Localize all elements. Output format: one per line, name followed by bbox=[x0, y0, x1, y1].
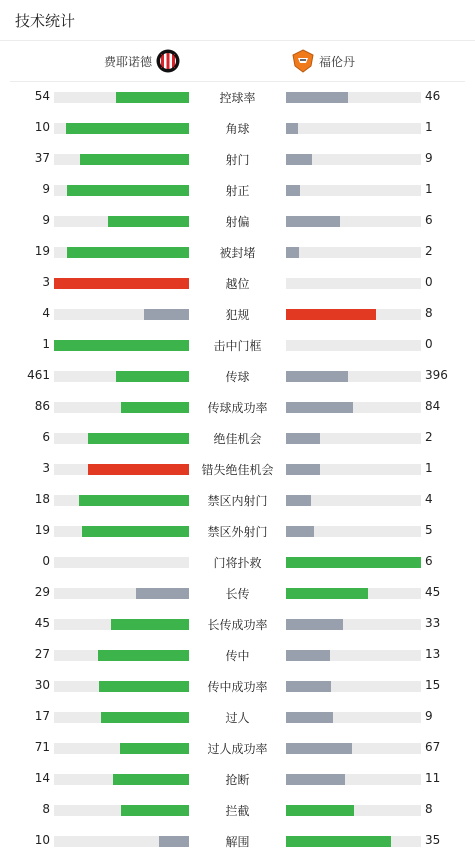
home-value: 17 bbox=[34, 709, 50, 723]
away-bar bbox=[286, 805, 354, 816]
away-bar bbox=[286, 464, 320, 475]
stat-row bbox=[0, 795, 475, 826]
stat-label: 过人成功率 bbox=[207, 742, 268, 756]
stat-row bbox=[0, 516, 475, 547]
home-value: 54 bbox=[34, 89, 50, 103]
stat-label: 禁区外射门 bbox=[207, 525, 268, 539]
home-bar-track bbox=[54, 619, 189, 630]
away-bar-track bbox=[286, 402, 421, 413]
away-bar-track bbox=[286, 185, 421, 196]
home-bar bbox=[80, 154, 189, 165]
home-bar bbox=[121, 805, 189, 816]
away-bar-track bbox=[286, 216, 421, 227]
away-bar bbox=[286, 712, 333, 723]
home-bar-track bbox=[54, 836, 189, 847]
stat-label: 禁区内射门 bbox=[207, 494, 268, 508]
home-bar bbox=[98, 650, 189, 661]
stat-label: 越位 bbox=[225, 277, 250, 291]
home-team-name: 费耶诺德 bbox=[103, 54, 152, 69]
away-bar-track bbox=[286, 650, 421, 661]
feyenoord-logo-icon bbox=[156, 49, 180, 73]
home-value: 6 bbox=[42, 430, 50, 444]
home-bar bbox=[144, 309, 189, 320]
stat-label: 传球成功率 bbox=[207, 401, 268, 415]
home-value: 45 bbox=[34, 616, 50, 630]
away-bar bbox=[286, 836, 391, 847]
page-title: 技术统计 bbox=[15, 12, 76, 30]
home-bar bbox=[111, 619, 189, 630]
home-value: 19 bbox=[34, 523, 50, 537]
away-bar-track bbox=[286, 588, 421, 599]
home-value: 18 bbox=[34, 492, 50, 506]
away-bar-track bbox=[286, 743, 421, 754]
home-bar bbox=[79, 495, 189, 506]
home-bar bbox=[101, 712, 189, 723]
home-bar-track bbox=[54, 712, 189, 723]
home-bar-track bbox=[54, 433, 189, 444]
stat-label: 犯规 bbox=[225, 308, 250, 322]
home-bar-track bbox=[54, 309, 189, 320]
away-bar bbox=[286, 619, 343, 630]
stat-label: 角球 bbox=[225, 122, 250, 136]
away-value: 9 bbox=[425, 709, 433, 723]
away-bar-track bbox=[286, 681, 421, 692]
home-bar bbox=[159, 836, 189, 847]
away-bar-track bbox=[286, 774, 421, 785]
away-value: 11 bbox=[425, 771, 441, 785]
away-bar bbox=[286, 154, 312, 165]
stat-label: 击中门框 bbox=[213, 339, 262, 353]
away-bar-track bbox=[286, 712, 421, 723]
away-value: 0 bbox=[425, 337, 433, 351]
home-bar bbox=[67, 247, 189, 258]
home-bar-track bbox=[54, 278, 189, 289]
home-value: 29 bbox=[34, 585, 50, 599]
away-value: 1 bbox=[425, 461, 433, 475]
home-bar bbox=[54, 278, 189, 289]
home-bar bbox=[99, 681, 189, 692]
away-value: 84 bbox=[425, 399, 441, 413]
away-team-name: 福伦丹 bbox=[319, 54, 356, 69]
away-bar-track bbox=[286, 309, 421, 320]
home-bar bbox=[66, 123, 189, 134]
stat-label: 射正 bbox=[225, 184, 250, 198]
home-bar bbox=[120, 743, 189, 754]
stat-row bbox=[0, 640, 475, 671]
home-bar bbox=[67, 185, 189, 196]
away-bar-track bbox=[286, 464, 421, 475]
away-value: 33 bbox=[425, 616, 441, 630]
home-bar-track bbox=[54, 526, 189, 537]
stat-label: 控球率 bbox=[219, 91, 256, 105]
home-value: 0 bbox=[42, 554, 50, 568]
stat-row bbox=[0, 206, 475, 237]
away-bar-track bbox=[286, 836, 421, 847]
stat-row bbox=[0, 578, 475, 609]
home-bar-track bbox=[54, 774, 189, 785]
away-bar-track bbox=[286, 433, 421, 444]
stat-row bbox=[0, 144, 475, 175]
away-bar-track bbox=[286, 247, 421, 258]
home-bar-track bbox=[54, 154, 189, 165]
home-value: 14 bbox=[34, 771, 50, 785]
away-bar bbox=[286, 371, 348, 382]
away-value: 67 bbox=[425, 740, 441, 754]
home-bar bbox=[136, 588, 189, 599]
home-bar-track bbox=[54, 340, 189, 351]
stat-row bbox=[0, 702, 475, 733]
home-bar-track bbox=[54, 402, 189, 413]
away-bar-track bbox=[286, 526, 421, 537]
home-bar bbox=[88, 464, 189, 475]
stat-row bbox=[0, 82, 475, 113]
home-value: 10 bbox=[34, 833, 50, 847]
away-value: 4 bbox=[425, 492, 433, 506]
stat-label: 长传 bbox=[225, 587, 250, 601]
away-value: 15 bbox=[425, 678, 441, 692]
away-value: 2 bbox=[425, 244, 433, 258]
away-bar-track bbox=[286, 92, 421, 103]
stat-row bbox=[0, 392, 475, 423]
stat-row bbox=[0, 361, 475, 392]
home-bar-track bbox=[54, 557, 189, 568]
away-bar-track bbox=[286, 495, 421, 506]
away-value: 45 bbox=[425, 585, 441, 599]
away-value: 396 bbox=[425, 368, 448, 382]
stat-label: 射偏 bbox=[225, 215, 250, 229]
away-value: 1 bbox=[425, 120, 433, 134]
stat-row bbox=[0, 485, 475, 516]
away-value: 8 bbox=[425, 306, 433, 320]
home-bar bbox=[116, 92, 189, 103]
stat-label: 长传成功率 bbox=[207, 618, 268, 632]
home-bar-track bbox=[54, 371, 189, 382]
away-value: 5 bbox=[425, 523, 433, 537]
away-value: 6 bbox=[425, 213, 433, 227]
stat-label: 抢断 bbox=[225, 773, 250, 787]
stat-row bbox=[0, 330, 475, 361]
stat-label: 传球 bbox=[225, 370, 250, 384]
home-bar bbox=[113, 774, 189, 785]
stat-label: 传中 bbox=[225, 649, 250, 663]
away-bar bbox=[286, 123, 298, 134]
away-team[interactable] bbox=[291, 49, 355, 73]
home-value: 3 bbox=[42, 461, 50, 475]
home-bar-track bbox=[54, 650, 189, 661]
stat-row bbox=[0, 113, 475, 144]
home-value: 461 bbox=[27, 368, 50, 382]
home-bar bbox=[108, 216, 189, 227]
away-bar bbox=[286, 526, 314, 537]
away-bar bbox=[286, 185, 300, 196]
home-bar-track bbox=[54, 92, 189, 103]
stat-label: 射门 bbox=[225, 153, 250, 167]
away-value: 0 bbox=[425, 275, 433, 289]
home-bar-track bbox=[54, 743, 189, 754]
home-bar-track bbox=[54, 588, 189, 599]
away-bar-track bbox=[286, 557, 421, 568]
away-bar-track bbox=[286, 371, 421, 382]
home-bar bbox=[116, 371, 189, 382]
volendam-logo-icon bbox=[291, 49, 315, 73]
home-value: 1 bbox=[42, 337, 50, 351]
stat-row bbox=[0, 268, 475, 299]
home-bar-track bbox=[54, 681, 189, 692]
stat-row bbox=[0, 826, 475, 857]
away-bar bbox=[286, 650, 330, 661]
home-value: 19 bbox=[34, 244, 50, 258]
home-value: 86 bbox=[34, 399, 50, 413]
away-value: 9 bbox=[425, 151, 433, 165]
home-bar-track bbox=[54, 495, 189, 506]
home-bar bbox=[88, 433, 189, 444]
home-bar bbox=[82, 526, 189, 537]
stat-row bbox=[0, 299, 475, 330]
home-value: 71 bbox=[34, 740, 50, 754]
stat-label: 绝佳机会 bbox=[213, 432, 262, 446]
away-bar-track bbox=[286, 619, 421, 630]
home-value: 10 bbox=[34, 120, 50, 134]
stat-label: 过人 bbox=[225, 711, 250, 725]
away-bar-track bbox=[286, 805, 421, 816]
away-value: 2 bbox=[425, 430, 433, 444]
home-bar-track bbox=[54, 216, 189, 227]
stat-label: 解围 bbox=[225, 835, 250, 849]
away-value: 46 bbox=[425, 89, 441, 103]
away-bar bbox=[286, 402, 353, 413]
away-bar bbox=[286, 681, 331, 692]
stat-label: 拦截 bbox=[225, 804, 250, 818]
home-bar bbox=[54, 340, 189, 351]
home-value: 30 bbox=[34, 678, 50, 692]
home-value: 9 bbox=[42, 213, 50, 227]
stat-row bbox=[0, 609, 475, 640]
away-bar bbox=[286, 588, 368, 599]
away-bar-track bbox=[286, 278, 421, 289]
stat-row bbox=[0, 764, 475, 795]
stat-row bbox=[0, 175, 475, 206]
stat-label: 错失绝佳机会 bbox=[201, 463, 274, 477]
home-value: 4 bbox=[42, 306, 50, 320]
away-value: 8 bbox=[425, 802, 433, 816]
home-bar-track bbox=[54, 123, 189, 134]
home-bar-track bbox=[54, 805, 189, 816]
home-bar-track bbox=[54, 185, 189, 196]
away-bar-track bbox=[286, 123, 421, 134]
home-value: 9 bbox=[42, 182, 50, 196]
stat-label: 门将扑救 bbox=[213, 556, 262, 570]
away-bar bbox=[286, 216, 340, 227]
home-value: 27 bbox=[34, 647, 50, 661]
away-bar bbox=[286, 247, 299, 258]
home-team[interactable] bbox=[104, 49, 180, 73]
stat-row bbox=[0, 547, 475, 578]
home-value: 8 bbox=[42, 802, 50, 816]
home-value: 3 bbox=[42, 275, 50, 289]
away-bar bbox=[286, 495, 311, 506]
away-bar-track bbox=[286, 340, 421, 351]
stat-row bbox=[0, 733, 475, 764]
away-bar bbox=[286, 557, 421, 568]
header bbox=[0, 0, 475, 41]
away-bar bbox=[286, 433, 320, 444]
away-bar bbox=[286, 743, 352, 754]
away-bar-track bbox=[286, 154, 421, 165]
away-value: 1 bbox=[425, 182, 433, 196]
home-bar-track bbox=[54, 247, 189, 258]
stat-label: 被封堵 bbox=[219, 246, 256, 260]
away-bar bbox=[286, 309, 376, 320]
stat-label: 传中成功率 bbox=[207, 680, 268, 694]
away-value: 6 bbox=[425, 554, 433, 568]
away-bar bbox=[286, 774, 345, 785]
away-value: 35 bbox=[425, 833, 441, 847]
home-bar bbox=[121, 402, 189, 413]
stat-row bbox=[0, 671, 475, 702]
away-value: 13 bbox=[425, 647, 441, 661]
stat-row bbox=[0, 454, 475, 485]
teams-header bbox=[10, 41, 465, 82]
away-bar bbox=[286, 92, 348, 103]
home-value: 37 bbox=[34, 151, 50, 165]
home-bar-track bbox=[54, 464, 189, 475]
stat-row bbox=[0, 423, 475, 454]
stat-row bbox=[0, 237, 475, 268]
